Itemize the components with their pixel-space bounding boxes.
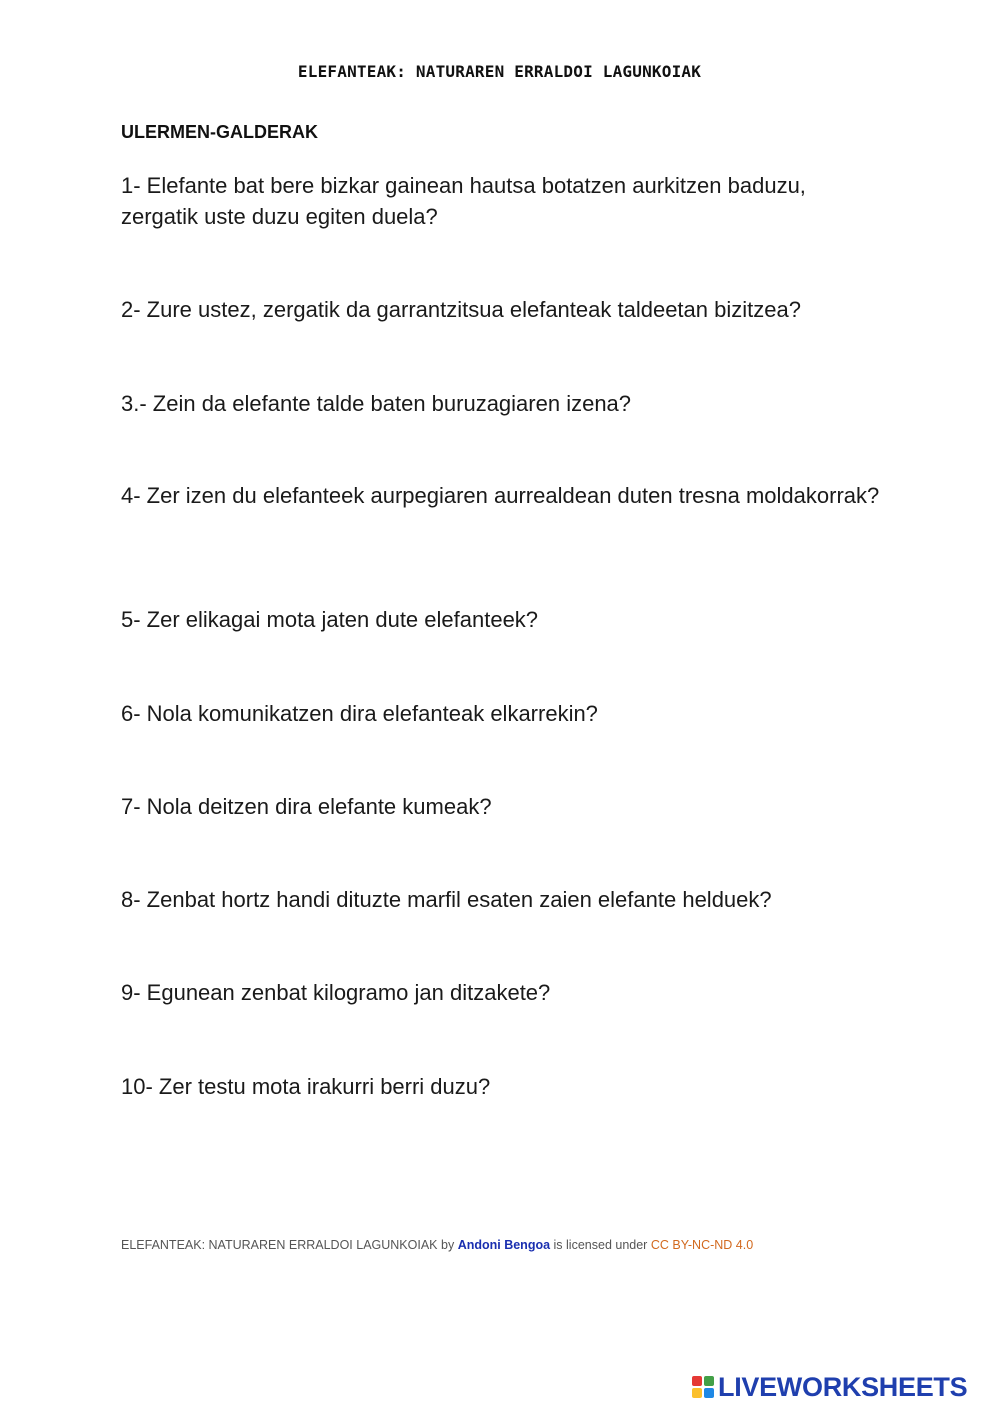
section-heading: ULERMEN-GALDERAK xyxy=(121,122,318,142)
question-9: 9- Egunean zenbat kilogramo jan ditzakete? xyxy=(121,980,551,1005)
logo-square-blue xyxy=(704,1388,714,1398)
liveworksheets-logo[interactable] xyxy=(692,1372,967,1402)
logo-square-green xyxy=(704,1376,714,1386)
footer-licensed-text: is licensed under xyxy=(553,1238,648,1252)
question-10: 10- Zer testu mota irakurri berri duzu? xyxy=(121,1074,491,1099)
license-footer xyxy=(121,1238,753,1252)
question-5: 5- Zer elikagai mota jaten dute elefanteek? xyxy=(121,607,539,632)
question-8: 8- Zenbat hortz handi dituzte marfil esaten zaien elefante helduek? xyxy=(121,887,772,912)
question-6: 6- Nola komunikatzen dira elefanteak elkarrekin? xyxy=(121,701,598,726)
question-4: 4- Zer izen du elefanteek aurpegiaren aurrealdean duten tresna moldakorrak? xyxy=(121,483,880,508)
author-link[interactable]: Andoni Bengoa xyxy=(457,1238,551,1252)
question-3: 3.- Zein da elefante talde baten buruzagiaren izena? xyxy=(121,391,632,416)
footer-work-title: ELEFANTEAK: NATURAREN ERRALDOI LAGUNKOIAK xyxy=(121,1238,438,1252)
logo-squares-icon xyxy=(692,1376,714,1398)
license-link[interactable]: CC BY-NC-ND 4.0 xyxy=(650,1238,754,1252)
question-1: 1- Elefante bat bere bizkar gainean hautsa botatzen aurkitzen baduzu, zergatik uste duzu egiten duela? xyxy=(121,173,806,229)
logo-text: LIVEWORKSHEETS xyxy=(718,1371,968,1402)
question-2: 2- Zure ustez, zergatik da garrantzitsua elefanteak taldeetan bizitzea? xyxy=(121,297,801,322)
footer-by: by xyxy=(441,1238,455,1252)
logo-square-red xyxy=(692,1376,702,1386)
logo-square-yellow xyxy=(692,1388,702,1398)
question-7: 7- Nola deitzen dira elefante kumeak? xyxy=(121,794,492,819)
document-title: ELEFANTEAK: NATURAREN ERRALDOI LAGUNKOIAK xyxy=(297,62,702,81)
